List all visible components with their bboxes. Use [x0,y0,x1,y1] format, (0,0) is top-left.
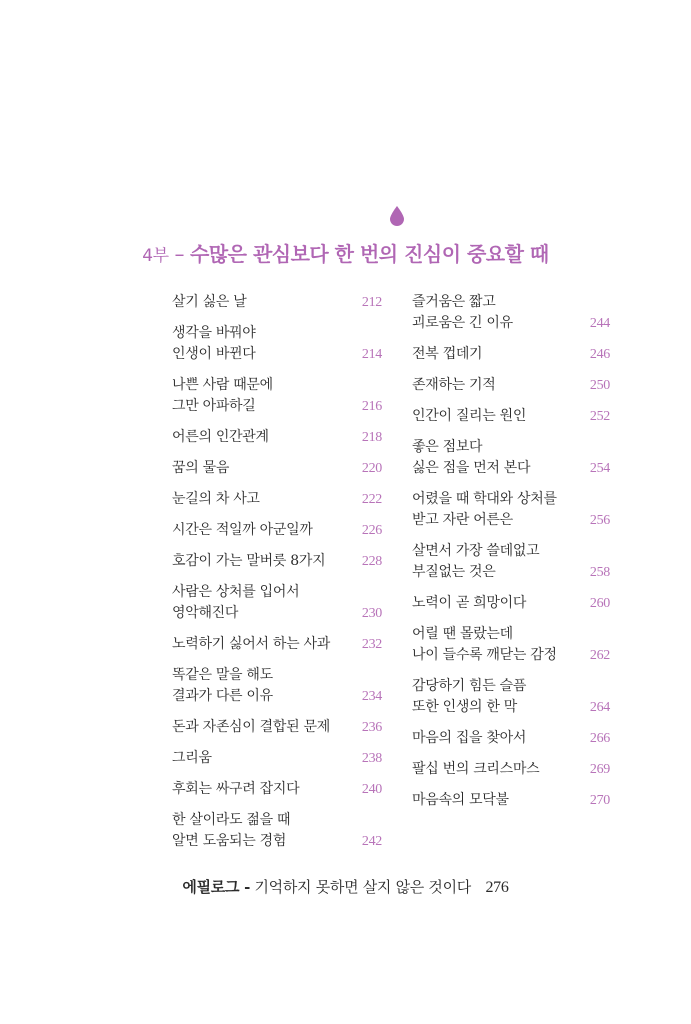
toc-entry[interactable] [412,406,610,427]
toc-entry-page: 270 [589,793,610,808]
toc-entry[interactable] [412,541,610,583]
toc-left-column [172,292,382,862]
toc-entry-page: 269 [589,762,610,777]
toc-entry-page: 228 [361,554,382,569]
toc-entry[interactable] [412,676,610,718]
toc-entry[interactable] [172,665,382,707]
toc-entry-page: 242 [361,834,382,849]
toc-entry-title: 돈과 자존심이 결합된 문제 [172,719,330,735]
toc-entry[interactable] [172,458,382,479]
toc-entry-page: 214 [361,347,382,362]
toc-entry-page: 254 [589,461,610,476]
toc-entry[interactable] [172,779,382,800]
toc-entry-page: 266 [589,731,610,746]
toc-entry-page: 240 [361,782,382,797]
toc-entry[interactable] [412,292,610,334]
toc-entry-page: 256 [589,513,610,528]
toc-entry[interactable] [172,551,382,572]
toc-entry-page: 226 [361,523,382,538]
toc-entry[interactable] [172,810,382,852]
toc-entry-page: 264 [589,700,610,715]
toc-entry[interactable] [412,728,610,749]
toc-entry-title: 어렸을 때 학대와 상처를 받고 자란 어른은 [412,491,557,528]
toc-entry-page: 232 [361,637,382,652]
toc-entry-page: 250 [589,378,610,393]
toc-entry[interactable] [172,489,382,510]
toc-entry-page: 220 [361,461,382,476]
toc-entry[interactable] [172,748,382,769]
toc-entry-page: 222 [361,492,382,507]
toc-entry[interactable] [412,759,610,780]
toc-entry-page: 258 [589,565,610,580]
epilogue-page: 276 [485,879,509,896]
toc-entry[interactable] [172,375,382,417]
toc-entry[interactable] [412,624,610,666]
toc-entry-page: 252 [589,409,610,424]
toc-entry-page: 260 [589,596,610,611]
toc-entry-title: 마음속의 모닥불 [412,792,509,808]
toc-entry-title: 생각을 바꿔야 인생이 바뀐다 [172,325,256,362]
toc-right-column [412,292,610,821]
toc-entry-title: 좋은 점보다 싫은 점을 먼저 본다 [412,439,531,476]
toc-entry[interactable] [172,292,382,313]
drop-icon [390,206,404,226]
toc-entry-page: 246 [589,347,610,362]
toc-entry-title: 나쁜 사람 때문에 그만 아파하길 [172,377,273,414]
toc-entry-page: 238 [361,751,382,766]
toc-entry-title: 감당하기 힘든 슬픔 또한 인생의 한 막 [412,678,527,715]
toc-entry[interactable] [412,489,610,531]
epilogue-entry[interactable] [0,876,691,897]
toc-entry[interactable] [172,717,382,738]
toc-entry-title: 살면서 가장 쓸데없고 부질없는 것은 [412,543,540,580]
toc-entry-page: 212 [361,295,382,310]
toc-entry[interactable] [412,437,610,479]
toc-entry-page: 262 [589,648,610,663]
toc-entry[interactable] [172,520,382,541]
toc-entry-page: 216 [361,399,382,414]
toc-entry-title: 인간이 질리는 원인 [412,408,527,424]
toc-entry-title: 시간은 적일까 아군일까 [172,522,313,538]
toc-entry[interactable] [412,593,610,614]
toc-entry-page: 244 [589,316,610,331]
toc-entry[interactable] [172,634,382,655]
toc-entry-page: 234 [361,689,382,704]
toc-entry-title: 전복 껍데기 [412,346,483,362]
toc-entry-title: 어른의 인간관계 [172,429,269,445]
toc-entry-title: 한 살이라도 젊을 때 알면 도움되는 경험 [172,812,291,849]
toc-entry[interactable] [412,790,610,811]
toc-entry-title: 호감이 가는 말버릇 8가지 [172,553,326,569]
toc-entry[interactable] [412,344,610,365]
part-label: 4부 [142,246,169,266]
toc-entry-title: 살기 싫은 날 [172,294,247,310]
toc-entry-page: 236 [361,720,382,735]
toc-entry-title: 후회는 싸구려 잡지다 [172,781,300,797]
toc-entry-title: 어릴 땐 몰랐는데 나이 들수록 깨닫는 감정 [412,626,557,663]
toc-entry-title: 똑같은 말을 해도 결과가 다른 이유 [172,667,273,704]
epilogue-title: 기억하지 못하면 살지 않은 것이다 [254,878,472,896]
toc-entry-title: 팔십 번의 크리스마스 [412,761,540,777]
epilogue-label: 에필로그 - [182,878,250,896]
toc-entry-title: 존재하는 기적 [412,377,496,393]
toc-entry-title: 사람은 상처를 입어서 영악해진다 [172,584,300,621]
toc-entry-title: 눈길의 차 사고 [172,491,260,507]
toc-entry[interactable] [172,427,382,448]
toc-entry-page: 218 [361,430,382,445]
part-heading [0,238,691,267]
toc-entry[interactable] [172,323,382,365]
toc-entry-title: 즐거움은 짧고 괴로움은 긴 이유 [412,294,513,331]
part-separator: – [174,242,185,266]
toc-entry-title: 노력하기 싫어서 하는 사과 [172,636,330,652]
toc-entry-title: 노력이 곧 희망이다 [412,595,527,611]
part-title: 수많은 관심보다 한 번의 진심이 중요할 때 [190,242,549,266]
toc-entry-page: 230 [361,606,382,621]
toc-entry-title: 마음의 집을 찾아서 [412,730,527,746]
toc-entry-title: 그리움 [172,750,212,766]
toc-entry-title: 꿈의 물음 [172,460,230,476]
toc-entry[interactable] [172,582,382,624]
toc-entry[interactable] [412,375,610,396]
